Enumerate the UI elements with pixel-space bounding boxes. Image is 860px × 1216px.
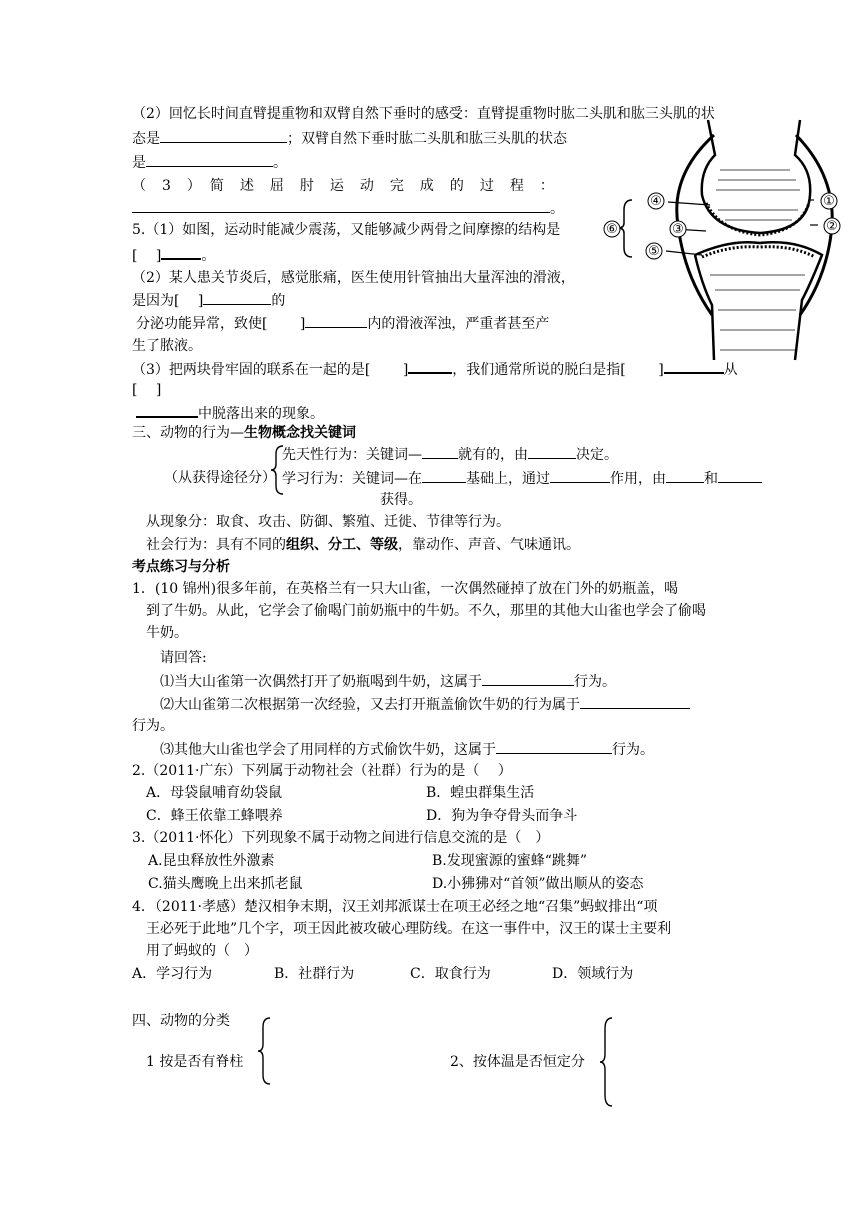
q5-line9 (136, 402, 324, 424)
q4-option-d: D．领域行为 (552, 966, 634, 982)
blank-learned-2 (550, 468, 610, 483)
q2-line3-end: 。 (273, 155, 287, 171)
blank-elbow-process (132, 198, 550, 213)
practice-q1-sub3 (160, 739, 654, 760)
social-text-c: ，靠动作、声音、气味通讯。 (398, 537, 580, 553)
label-6 (604, 221, 620, 237)
q5-line4 (132, 290, 285, 311)
label-3 (670, 221, 686, 237)
learned-end: 获得。 (380, 492, 422, 508)
section3-title-text: 三、动物的行为— (132, 425, 244, 441)
phenomena-line: 从现象分：取食、攻击、防御、繁殖、迁徙、节律等行为。 (146, 514, 510, 530)
q5-line2 (132, 244, 215, 266)
q3-option-b: B.发现蜜源的蜜蜂“跳舞” (432, 853, 588, 869)
label-5 (646, 243, 662, 259)
practice-q1-line2: 到了牛奶。从此，它学会了偷喝门前奶瓶中的牛奶。不久，那里的其他大山雀也学会了偷喝 (146, 603, 706, 619)
upper-bone (702, 120, 810, 233)
q3-option-d: D.小狒狒对“首领”做出顺从的姿态 (432, 876, 644, 892)
q5-line9-text: 中脱落出来的现象。 (198, 406, 324, 422)
blank-secreting-part (203, 290, 271, 305)
q3-option-a: A.昆虫释放性外激素 (148, 853, 275, 869)
q5-line5 (136, 313, 549, 334)
q5-line7-start: （3）把两块骨牢固的联系在一起的是[ ] (132, 362, 409, 378)
q5-line1: 5.（1）如图，运动时能减少震荡，又能够减少两骨之间摩擦的结构是 (132, 222, 561, 238)
q2-option-c: C．蜂王依靠工蜂喂养 (146, 808, 283, 824)
innate-text-b: 就有的，由 (458, 447, 528, 463)
practice-q1-sub1 (160, 671, 616, 692)
svg-text:⑥: ⑥ (606, 222, 618, 237)
q3-option-c: C.猫头鹰晚上出来抓老鼠 (148, 876, 303, 892)
q3-end: 。 (550, 201, 564, 217)
blank-learned-3 (666, 468, 704, 483)
practice-q4-line1: 4．（2011·孝感）楚汉相争末期，汉王刘邦派谋士在项王必经之地“召集”蚂蚁排出“项 (132, 899, 658, 915)
learned-text-c: 作用，由 (610, 471, 666, 487)
q5-line5-start: 分泌功能异常，致使[ ] (136, 316, 306, 332)
q5-line3: （2）某人患关节炎后，感觉胀痛，医生使用针管抽出大量浑浊的滑液， (132, 270, 575, 286)
q2-line1: （2）回忆长时间直臂提重物和双臂自然下垂时的感受：直臂提重物时肱二头肌和肱三头肌的状 (132, 106, 715, 122)
svg-text:②: ② (826, 219, 838, 234)
q5-bracket-1: [ ] (132, 248, 162, 264)
svg-text:④: ④ (650, 194, 662, 209)
practice-q1-sub2-end: 行为。 (132, 718, 174, 734)
joint-diagram (606, 115, 850, 365)
q2-line2-start: 态是 (132, 131, 160, 147)
blank-cavity (305, 313, 367, 328)
q2-line3 (132, 152, 287, 173)
blank-socket (136, 402, 198, 418)
innate-text-c: 决定。 (576, 447, 618, 463)
q1-sub2-text: ⑵大山雀第二次根据第一次经验，又去打开瓶盖偷饮牛奶的行为属于 (160, 697, 580, 713)
blank-ligament (408, 358, 452, 374)
practice-title: 考点练习与分析 (132, 559, 230, 575)
by-origin-label: （从获得途径分） (164, 470, 276, 486)
lower-bone-texture (710, 275, 805, 350)
q2-option-b: B．蝗虫群集生活 (426, 785, 535, 801)
svg-text:③: ③ (672, 222, 684, 237)
practice-q1-line1: 1．(10 锦州)很多年前，在英格兰有一只大山雀，一次偶然碰掉了放在门外的奶瓶盖，喝 (132, 581, 679, 597)
classify-by-spine: 1 按是否有脊柱 (146, 1054, 244, 1070)
blank-innate-2 (528, 444, 576, 459)
blank-state-1 (160, 128, 287, 143)
blank-learned-1 (422, 468, 466, 483)
blank-q1-sub2 (580, 694, 690, 709)
practice-q1-ask: 请回答: (160, 650, 207, 666)
q1-sub1-text: ⑴当大山雀第一次偶然打开了奶瓶喝到牛奶，这属于 (160, 674, 482, 690)
q5-line2-end: 。 (201, 248, 216, 264)
practice-q1-line3: 牛奶。 (146, 625, 188, 641)
upper-bone-texture (716, 170, 800, 220)
practice-q3: 3.（2011·怀化）下列现象不属于动物之间进行信息交流的是（ ） (132, 830, 550, 846)
q2-line2-end: ；双臂自然下垂时肱二头肌和肱三头肌的状态 (287, 131, 567, 147)
innate-text-a: 先天性行为：关键词— (282, 447, 422, 463)
label-1 (821, 193, 837, 209)
section3-title (132, 423, 356, 443)
blank-structure (161, 244, 201, 260)
section4-title: 四、动物的分类 (132, 1013, 230, 1029)
learned-text-b: 基础上，通过 (466, 471, 550, 487)
q5-line5-end: 内的滑液浑浊，严重者甚至产 (367, 316, 550, 332)
q2-line3-start: 是 (132, 155, 146, 171)
q1-sub3-text: ⑶其他大山雀也学会了用同样的方式偷饮牛奶，这属于 (160, 742, 496, 758)
upper-cartilage (706, 203, 809, 235)
section3-title-bold: 生物概念找关键词 (244, 425, 356, 441)
social-text-a: 社会行为：具有不同的 (146, 537, 286, 553)
practice-q4-line2: 王必死于此地”几个字，项王因此被攻破心理防线。在这一事件中，汉王的谋士主要利 (146, 921, 672, 937)
q2-option-d: D．狗为争夺骨头而争斗 (426, 808, 578, 824)
q3-line: （ 3 ） 简 述 屈 肘 运 动 完 成 的 过 程 ： (132, 178, 555, 194)
blank-state-2 (146, 152, 273, 167)
classify-by-temperature: 2、按体温是否恒定分 (450, 1054, 585, 1070)
svg-text:①: ① (823, 194, 835, 209)
q4-option-b: B．社群行为 (274, 966, 355, 982)
classify-brace-2 (598, 1016, 614, 1108)
label-2 (824, 218, 840, 234)
q5-line7-mid: ，我们通常所说的脱臼是指[ ] (452, 362, 664, 378)
q4-option-c: C．取食行为 (410, 966, 491, 982)
q3-answer-line (132, 198, 564, 219)
social-text-bold: 组织、分工、等级 (286, 537, 398, 553)
learned-text-a: 学习行为：关键词—在 (282, 471, 422, 487)
learned-line (282, 468, 762, 489)
practice-q1-sub2 (160, 694, 690, 715)
q5-line4-start: 是因为[ ] (132, 293, 204, 309)
q5-line7-end: 从 (723, 362, 738, 378)
q1-sub1-end: 行为。 (574, 674, 616, 690)
svg-text:⑤: ⑤ (648, 244, 660, 259)
blank-q1-sub1 (482, 671, 574, 686)
learned-text-d: 和 (704, 471, 718, 487)
innate-line (282, 444, 618, 465)
blank-q1-sub3 (496, 739, 612, 754)
q2-line2 (132, 128, 567, 149)
q5-line4-end: 的 (271, 293, 286, 309)
practice-q4-line3: 用了蚂蚁的（ ） (146, 943, 258, 959)
q2-option-a: A．母袋鼠哺育幼袋鼠 (146, 785, 283, 801)
lower-bone-left (695, 255, 714, 360)
q5-line8: [ ] (132, 382, 162, 398)
q1-sub3-end: 行为。 (612, 742, 654, 758)
q4-option-a: A．学习行为 (132, 966, 213, 982)
blank-innate-1 (422, 444, 458, 459)
classify-brace-1 (256, 1016, 272, 1086)
social-line (146, 535, 580, 555)
lower-cartilage (702, 247, 815, 257)
blank-learned-4 (718, 468, 762, 483)
label-4 (648, 193, 664, 209)
q5-line6: 生了脓液。 (132, 338, 202, 354)
practice-q2: 2.（2011·广东）下列属于动物社会（社群）行为的是（ ） (132, 763, 512, 779)
